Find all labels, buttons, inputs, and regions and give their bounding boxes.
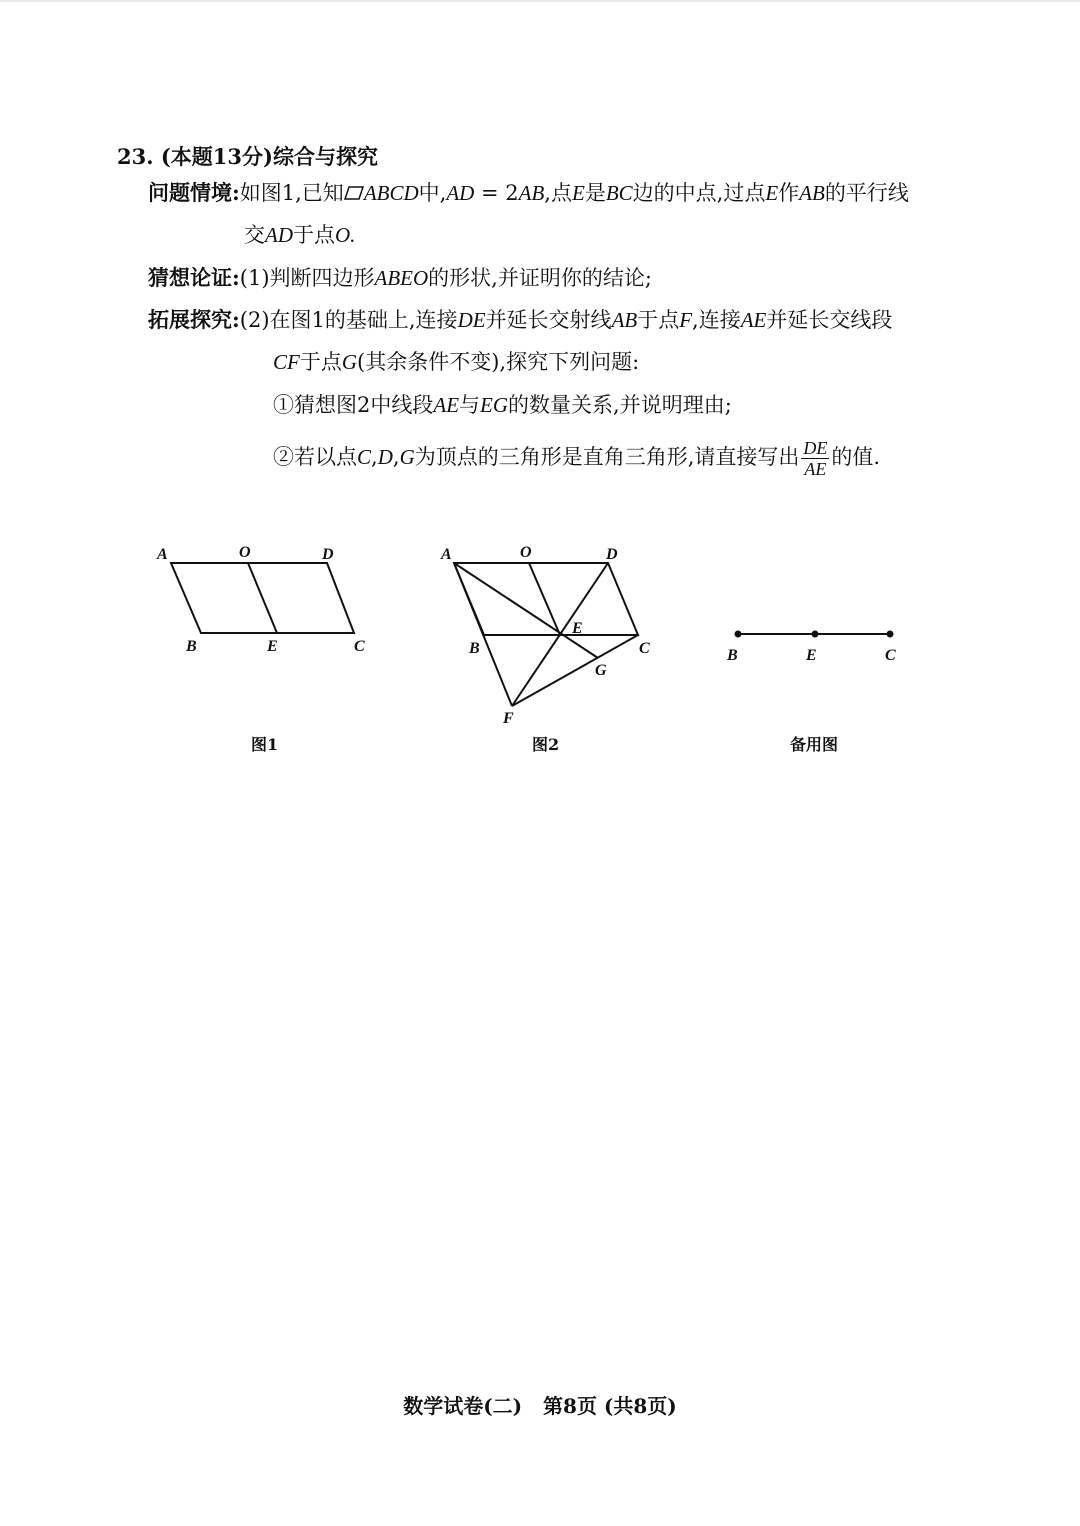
math: AD	[265, 223, 293, 247]
figure-spare-caption: 备用图	[790, 735, 839, 754]
text: (2)在图1的基础上,连接	[239, 308, 458, 332]
text: 并延长交射线	[485, 308, 612, 332]
text: 交	[244, 223, 265, 247]
footer-text: 数学试卷(二) 第8页 (共8页)	[403, 1394, 677, 1418]
text: 并延长交线段	[766, 308, 893, 332]
label-a: A	[157, 546, 168, 563]
text: 是	[584, 181, 606, 205]
text: ,连接	[692, 308, 741, 332]
math: E	[571, 181, 585, 205]
math: O.	[335, 223, 356, 247]
text: 于点	[637, 308, 680, 332]
math: C	[357, 445, 372, 469]
label-g: G	[595, 662, 607, 679]
text: = 2	[474, 181, 519, 205]
math: DE	[457, 308, 486, 332]
math: AD	[446, 181, 475, 205]
math: G	[399, 445, 415, 469]
text: 与	[459, 393, 481, 417]
label-d: D	[322, 546, 334, 563]
text: ,	[392, 445, 400, 469]
math: F	[679, 308, 693, 332]
text: (1)判断四边形	[239, 266, 375, 290]
text: 如图1,已知	[239, 181, 344, 205]
point-b	[735, 631, 742, 638]
text: 的形状,并证明你的结论;	[428, 266, 652, 290]
label-c: C	[639, 640, 650, 657]
label-e: E	[572, 620, 583, 637]
figure-2-caption: 图2	[532, 735, 560, 754]
math: EG	[480, 393, 509, 417]
label-c: C	[354, 638, 365, 655]
math: E	[765, 181, 779, 205]
label-c: C	[885, 647, 896, 664]
label-e: E	[806, 647, 817, 664]
text: 的值.	[831, 445, 881, 469]
fraction-numerator: DE	[803, 438, 828, 458]
figure-1-caption: 图1	[251, 735, 279, 754]
point-e	[812, 631, 819, 638]
math: BC	[605, 181, 633, 205]
label-f: F	[503, 710, 514, 727]
text: ①猜想图2中线段	[273, 393, 434, 417]
label-a: A	[441, 546, 452, 563]
point-c	[887, 631, 894, 638]
math: AB	[799, 181, 825, 205]
math: AE	[740, 308, 767, 332]
text: 于点	[293, 223, 335, 247]
text: 的数量关系,并说明理由;	[508, 393, 732, 417]
conjecture-label: 猜想论证:	[148, 265, 240, 290]
text: ,点	[544, 181, 572, 205]
math: D	[377, 445, 393, 469]
math: AB	[518, 181, 545, 205]
text: 的平行线	[824, 181, 909, 205]
label-o: O	[520, 544, 532, 561]
math: AB	[611, 308, 638, 332]
label-o: O	[239, 544, 251, 561]
text: 为顶点的三角形是直角三角形,请直接写出	[414, 445, 800, 469]
label-e: E	[267, 638, 278, 655]
math: AE	[433, 393, 460, 417]
label-b: B	[469, 640, 480, 657]
explore-label: 拓展探究:	[148, 307, 240, 332]
math: ABCD	[363, 181, 419, 205]
text: 中,	[418, 181, 447, 205]
text: ,	[371, 445, 378, 469]
text: 作	[778, 181, 800, 205]
text: 于点	[299, 350, 342, 374]
math: CF	[273, 350, 300, 374]
situation-label: 问题情境:	[148, 180, 240, 205]
math: G	[341, 350, 358, 374]
text: ②若以点	[273, 445, 357, 469]
fraction-denominator: AE	[804, 459, 827, 479]
heading-text: 23. (本题13分)综合与探究	[117, 144, 378, 169]
math: ABEO	[374, 266, 429, 290]
label-b: B	[186, 638, 197, 655]
text: (其余条件不变),探究下列问题:	[357, 350, 640, 374]
text: 边的中点,过点	[632, 181, 766, 205]
label-b: B	[727, 647, 738, 664]
label-d: D	[606, 546, 618, 563]
page-footer	[0, 1390, 1080, 1419]
